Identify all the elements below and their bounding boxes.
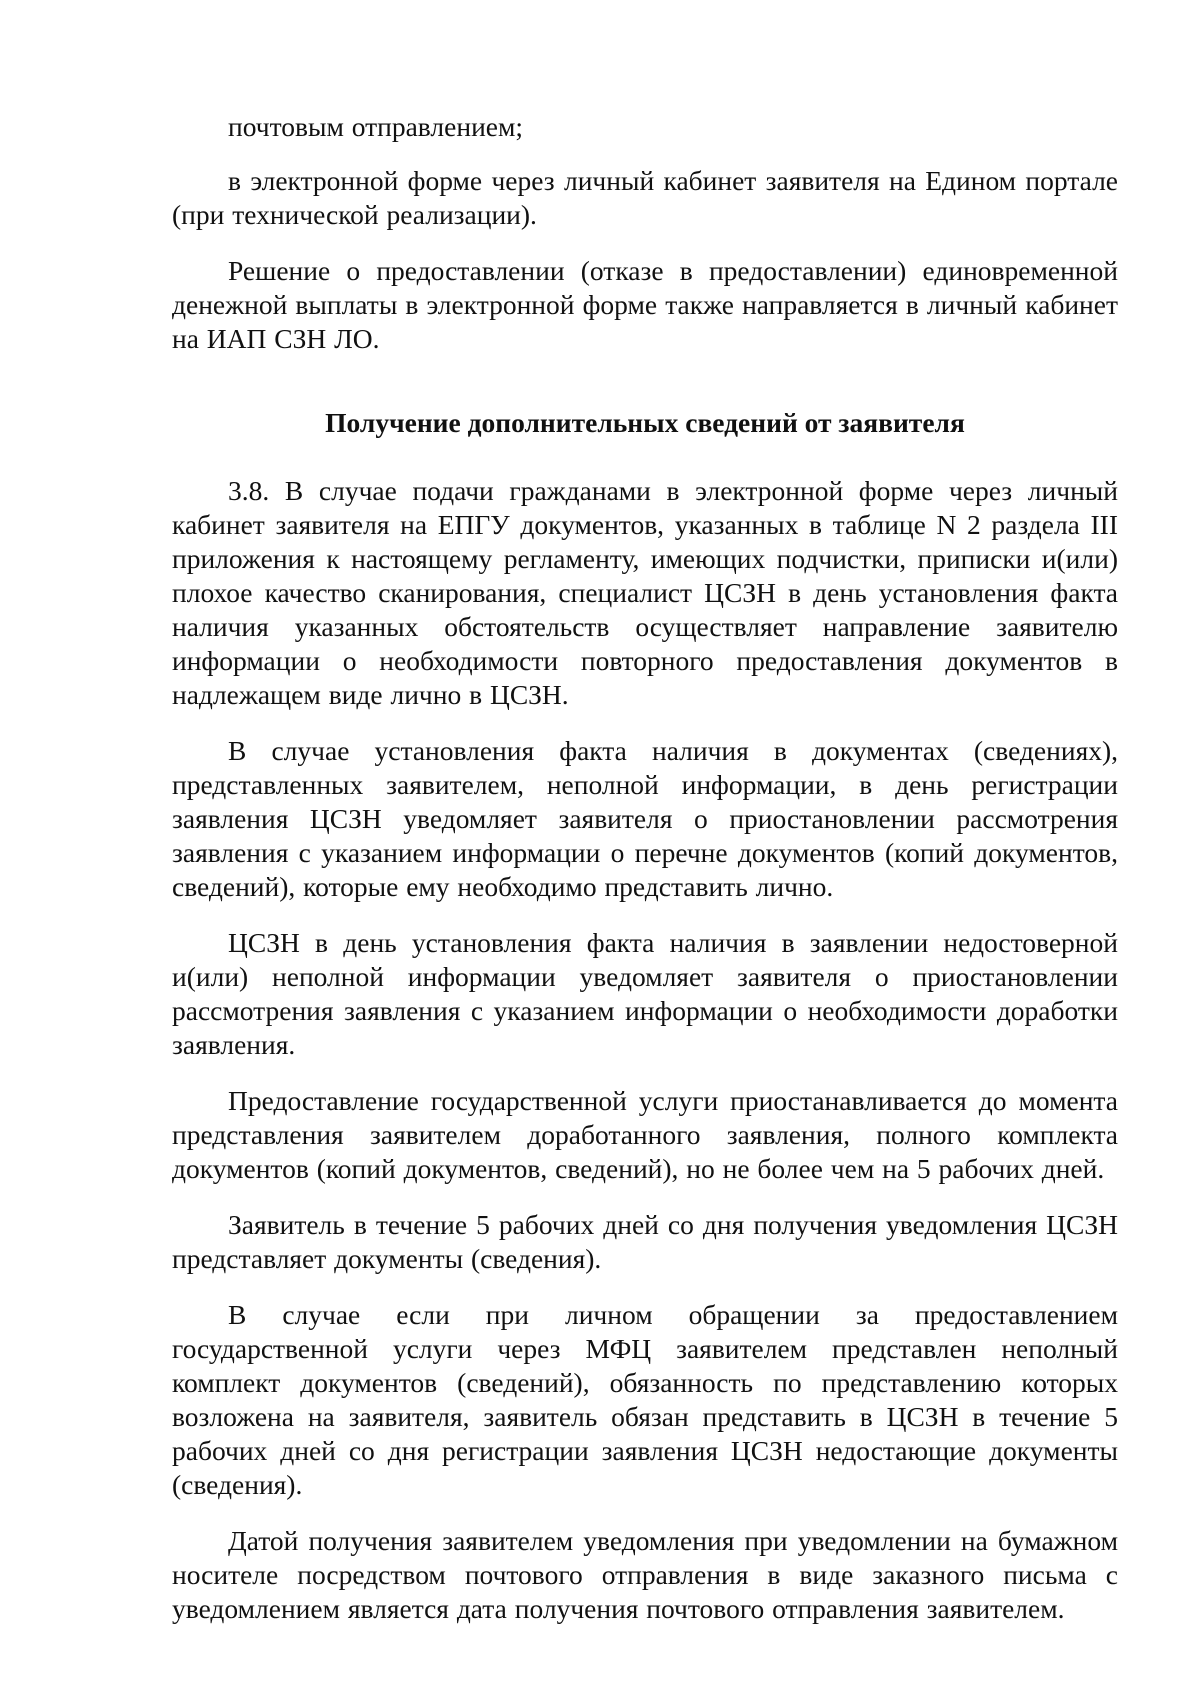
paragraph-3-8: 3.8. В случае подачи гражданами в электронной форме через личный кабинет заявителя на ЕПГУ документов, указанных в таблице N 2 раздела III приложения к настоящему регламенту, имеющих подчистки, приписки и(или) плохое качество сканирования, специалист ЦСЗН в день установления факта наличия указанных обстоятельств осуществляет направление заявителю информации о необходимости повторного предоставления документов в надлежащем виде лично в ЦСЗН. bbox=[172, 475, 1118, 710]
paragraph-notification-date: Датой получения заявителем уведомления при уведомлении на бумажном носителе посредством почтового отправления в виде заказного письма с уведомлением является дата получения почтового отправления заявителем. bbox=[172, 1525, 1118, 1624]
paragraph-mfc: В случае если при личном обращении за предоставлением государственной услуги через МФЦ заявителем представлен неполный комплект документов (сведений), обязанность по представлению которых возложена на заявителя, заявитель обязан представить в ЦСЗН в течение 5 рабочих дней со дня регистрации заявления ЦСЗН недостающие документы (сведения). bbox=[172, 1299, 1118, 1500]
document-page bbox=[172, 110, 1118, 1648]
paragraph-suspension: Предоставление государственной услуги приостанавливается до момента представления заявителем доработанного заявления, полного комплекта документов (копий документов, сведений), но не более чем на 5 рабочих дней. bbox=[172, 1085, 1118, 1184]
section-heading: Получение дополнительных сведений от заявителя bbox=[325, 407, 965, 438]
paragraph-decision: Решение о предоставлении (отказе в предоставлении) единовременной денежной выплаты в электронной форме также направляется в личный кабинет на ИАП СЗН ЛО. bbox=[172, 255, 1118, 354]
paragraph-applicant-deadline: Заявитель в течение 5 рабочих дней со дня получения уведомления ЦСЗН представляет документы (сведения). bbox=[172, 1209, 1118, 1274]
paragraph-electronic-form: в электронной форме через личный кабинет заявителя на Едином портале (при технической реализации). bbox=[172, 165, 1118, 230]
paragraph-unreliable-info: ЦСЗН в день установления факта наличия в заявлении недостоверной и(или) неполной информации уведомляет заявителя о приостановлении рассмотрения заявления с указанием информации о необходимости доработки заявления. bbox=[172, 927, 1118, 1060]
paragraph-postal: почтовым отправлением; bbox=[228, 111, 524, 142]
paragraph-incomplete-info: В случае установления факта наличия в документах (сведениях), представленных заявителем, неполной информации, в день регистрации заявления ЦСЗН уведомляет заявителя о приостановлении рассмотрения заявления с указанием информации о перечне документов (копий документов, сведений), которые ему необходимо представить лично. bbox=[172, 735, 1118, 902]
